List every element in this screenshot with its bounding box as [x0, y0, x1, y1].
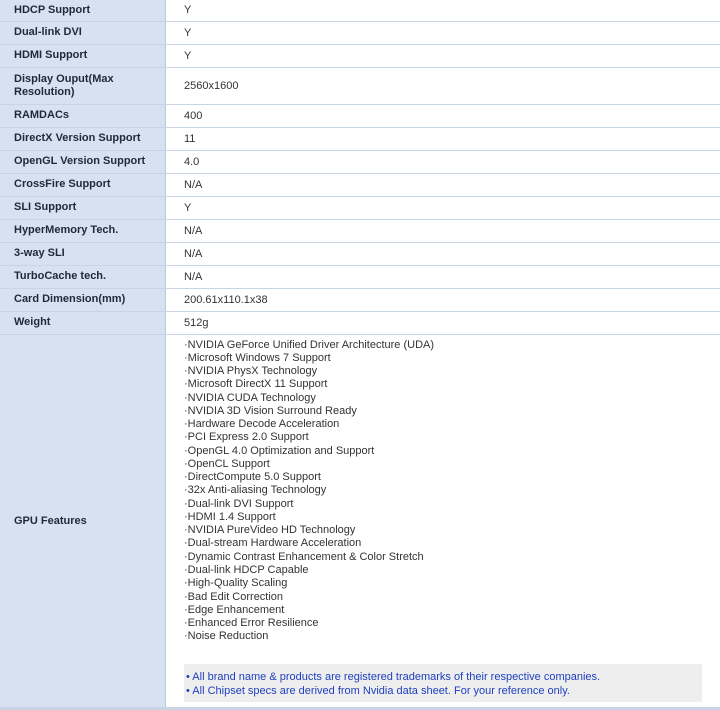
- spec-row-sli: [0, 196, 720, 219]
- gpu-feature-item: ·Hardware Decode Acceleration: [184, 418, 702, 431]
- spec-value: 200.61x110.1x38: [166, 288, 720, 311]
- disclaimer-note: • All brand name & products are registered trademarks of their respective companies.: [186, 670, 698, 684]
- spec-row-ramdacs: [0, 104, 720, 127]
- spec-value: 400: [166, 104, 720, 127]
- spec-label: HDCP Support: [0, 0, 166, 21]
- spec-row-hdmi: [0, 44, 720, 67]
- spec-value: Y: [166, 0, 720, 21]
- spec-row-display-output: [0, 67, 720, 104]
- spec-row-dual-link-dvi: [0, 21, 720, 44]
- gpu-features-list: [184, 335, 702, 644]
- spec-label: 3-way SLI: [0, 242, 166, 265]
- spec-label: RAMDACs: [0, 104, 166, 127]
- gpu-feature-item: ·Noise Reduction: [184, 630, 702, 643]
- spec-row-opengl: [0, 150, 720, 173]
- gpu-feature-item: ·Microsoft Windows 7 Support: [184, 352, 702, 365]
- gpu-feature-item: ·OpenGL 4.0 Optimization and Support: [184, 445, 702, 458]
- gpu-feature-item: ·NVIDIA 3D Vision Surround Ready: [184, 405, 702, 418]
- spec-row-hdcp: [0, 0, 720, 21]
- gpu-feature-item: ·Dynamic Contrast Enhancement & Color Stretch: [184, 551, 702, 564]
- spec-row-card-dimension: [0, 288, 720, 311]
- spec-label: HyperMemory Tech.: [0, 219, 166, 242]
- gpu-feature-item: ·Bad Edit Correction: [184, 591, 702, 604]
- spec-label: Display Ouput(Max Resolution): [0, 67, 166, 104]
- spec-value: N/A: [166, 173, 720, 196]
- spec-label: Card Dimension(mm): [0, 288, 166, 311]
- spec-row-gpu-features: [0, 334, 720, 709]
- spec-label: TurboCache tech.: [0, 265, 166, 288]
- gpu-features-cell: [166, 334, 720, 709]
- gpu-feature-item: ·Dual-link HDCP Capable: [184, 564, 702, 577]
- spec-value: N/A: [166, 219, 720, 242]
- spec-value: 2560x1600: [166, 67, 720, 104]
- gpu-feature-item: ·High-Quality Scaling: [184, 577, 702, 590]
- gpu-feature-item: ·32x Anti-aliasing Technology: [184, 484, 702, 497]
- gpu-feature-item: ·Dual-stream Hardware Acceleration: [184, 537, 702, 550]
- spec-label: CrossFire Support: [0, 173, 166, 196]
- spec-row-weight: [0, 311, 720, 334]
- spec-label: DirectX Version Support: [0, 127, 166, 150]
- spec-row-3way-sli: [0, 242, 720, 265]
- gpu-feature-item: ·HDMI 1.4 Support: [184, 511, 702, 524]
- gpu-feature-item: ·NVIDIA CUDA Technology: [184, 392, 702, 405]
- spec-value: Y: [166, 44, 720, 67]
- spec-value: N/A: [166, 265, 720, 288]
- spec-label: HDMI Support: [0, 44, 166, 67]
- spec-row-hypermemory: [0, 219, 720, 242]
- spec-label: Dual-link DVI: [0, 21, 166, 44]
- gpu-feature-item: ·NVIDIA PhysX Technology: [184, 365, 702, 378]
- gpu-feature-item: ·Edge Enhancement: [184, 604, 702, 617]
- disclaimer-box: [184, 664, 702, 702]
- spec-value: N/A: [166, 242, 720, 265]
- spec-row-crossfire: [0, 173, 720, 196]
- spec-value: 4.0: [166, 150, 720, 173]
- spec-value: Y: [166, 21, 720, 44]
- spec-label: SLI Support: [0, 196, 166, 219]
- gpu-feature-item: ·OpenCL Support: [184, 458, 702, 471]
- spec-value: 11: [166, 127, 720, 150]
- spec-label: GPU Features: [0, 334, 166, 709]
- spec-row-turbocache: [0, 265, 720, 288]
- gpu-feature-item: ·NVIDIA GeForce Unified Driver Architecture (UDA): [184, 339, 702, 352]
- gpu-feature-item: ·Dual-link DVI Support: [184, 498, 702, 511]
- spec-label: Weight: [0, 311, 166, 334]
- spec-value: Y: [166, 196, 720, 219]
- gpu-feature-item: ·NVIDIA PureVideo HD Technology: [184, 524, 702, 537]
- spec-label: OpenGL Version Support: [0, 150, 166, 173]
- disclaimer-note: • All Chipset specs are derived from Nvidia data sheet. For your reference only.: [186, 684, 698, 698]
- gpu-feature-item: ·Microsoft DirectX 11 Support: [184, 378, 702, 391]
- gpu-feature-item: ·Enhanced Error Resilience: [184, 617, 702, 630]
- gpu-feature-item: ·PCI Express 2.0 Support: [184, 431, 702, 444]
- spec-row-directx: [0, 127, 720, 150]
- spec-value: 512g: [166, 311, 720, 334]
- gpu-feature-item: ·DirectCompute 5.0 Support: [184, 471, 702, 484]
